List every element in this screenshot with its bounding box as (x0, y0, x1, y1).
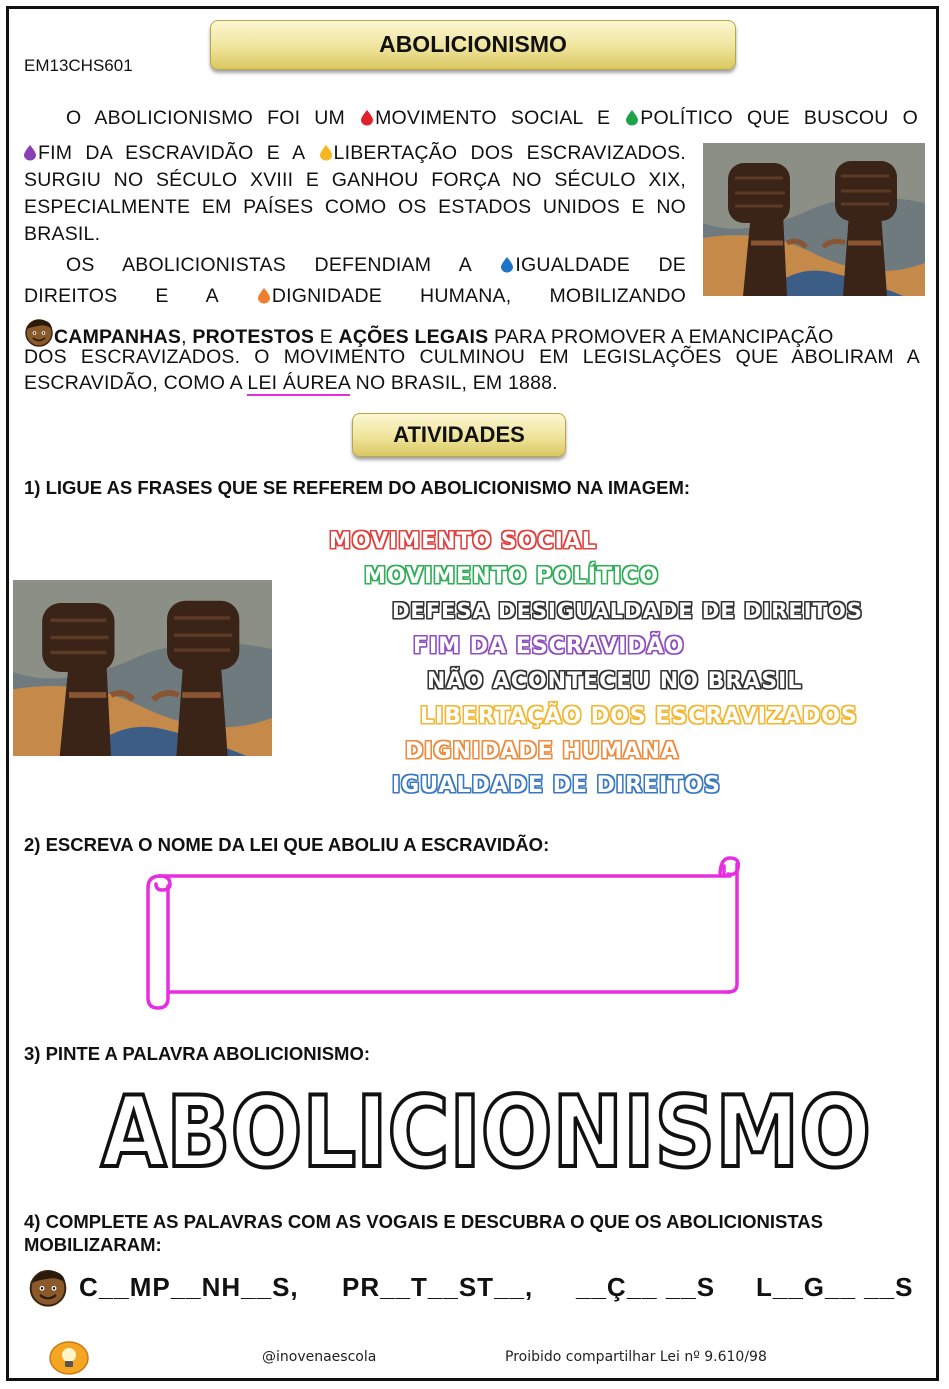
paragraph1-line5: BRASIL. (24, 223, 101, 245)
smiley-icon (28, 1267, 68, 1307)
bold-term: AÇÕES LEGAIS (338, 326, 489, 348)
question4-line2: MOBILIZARAM: (24, 1234, 162, 1255)
drop-icon (24, 145, 36, 160)
paragraph2-line5 (24, 370, 558, 397)
curriculum-code: EM13CHS601 (24, 56, 133, 75)
phrase-igualdade-de-direitos[interactable]: IGUALDADE DE DIREITOS (392, 773, 721, 798)
question2-prompt: 2) ESCREVA O NOME DA LEI QUE ABOLIU A ESCRAVIDÃO: (24, 834, 550, 855)
drop-icon (320, 145, 332, 160)
outlined-word-abolicionismo[interactable] (96, 1076, 876, 1190)
phrase-dignidade-humana[interactable]: DIGNIDADE HUMANA (405, 739, 679, 764)
drop-icon (501, 257, 513, 272)
activities-heading: ATIVIDADES (352, 413, 566, 457)
text-span: O ABOLICIONISMO FOI UM (66, 107, 345, 129)
phrase-movimento-politico[interactable]: MOVIMENTO POLÍTICO (364, 564, 659, 589)
footer-handle: @inovenaescola (262, 1349, 377, 1365)
text-span: DIGNIDADE HUMANA, MOBILIZANDO (271, 285, 686, 307)
text-span: ESCRAVIDÃO, COMO A (24, 372, 242, 394)
text-span: DIREITOS E A (24, 285, 218, 307)
paragraph2-line2 (24, 283, 686, 310)
paragraph1-line4: ESPECIALMENTE EM PAÍSES COMO OS ESTADOS UNIDOS E NO (24, 196, 686, 218)
page-title: ABOLICIONISMO (210, 20, 736, 70)
text-span: IGUALDADE DE (515, 254, 686, 276)
phrase-movimento-social[interactable]: MOVIMENTO SOCIAL (329, 529, 597, 554)
text-span: NO BRASIL, EM 1888. (355, 372, 558, 394)
fill-word-campanhas[interactable]: C__MP__NH__S, (79, 1272, 299, 1302)
smiley-icon (24, 317, 54, 347)
paragraph1-line3: SURGIU NO SÉCULO XVIII E GANHOU FORÇA NO SÉCULO XIX, (24, 169, 686, 191)
phrase-libertacao[interactable]: LIBERTAÇÃO DOS ESCRAVIZADOS (420, 704, 858, 729)
text-span: LIBERTAÇÃO DOS ESCRAVIZADOS. (333, 142, 686, 164)
paragraph1-line1 (66, 105, 918, 132)
raised-fists-image (703, 143, 925, 296)
phrase-fim-da-escravidao[interactable]: FIM DA ESCRAVIDÃO (413, 634, 685, 659)
raised-fists-image (13, 580, 272, 756)
text-span: PARA PROMOVER A EMANCIPAÇÃO (493, 326, 834, 348)
phrase-nao-aconteceu[interactable]: NÃO ACONTECEU NO BRASIL (427, 669, 803, 694)
outlined-word-text: ABOLICIONISMO (101, 1076, 871, 1190)
logo-icon (49, 1341, 89, 1375)
law-answer-field[interactable] (175, 885, 715, 981)
paragraph2-line4: DOS ESCRAVIZADOS. O MOVIMENTO CULMINOU EM LEGISLAÇÕES QUE ABOLIRAM A (24, 346, 920, 368)
bold-term: CAMPANHAS (54, 326, 182, 348)
drop-icon (258, 288, 270, 303)
question1-prompt: 1) LIGUE AS FRASES QUE SE REFEREM DO ABOLICIONISMO NA IMAGEM: (24, 477, 691, 498)
paragraph1-line2 (24, 140, 686, 167)
footer-copyright-notice: Proibido compartilhar Lei nº 9.610/98 (505, 1349, 767, 1365)
text-span: , (181, 326, 187, 348)
text-span: POLÍTICO QUE BUSCOU O (640, 107, 918, 129)
question3-prompt: 3) PINTE A PALAVRA ABOLICIONISMO: (24, 1043, 371, 1064)
drop-icon (626, 110, 638, 125)
text-span: MOVIMENTO SOCIAL E (375, 107, 611, 129)
phrase-defesa-desigualdade[interactable]: DEFESA DESIGUALDADE DE DIREITOS (392, 599, 863, 623)
fill-word-protestos[interactable]: PR__T__ST__, (342, 1272, 534, 1302)
bold-term: PROTESTOS (192, 326, 315, 348)
text-span: FIM DA ESCRAVIDÃO E A (38, 142, 305, 164)
question4-prompt (24, 1210, 823, 1256)
text-span: E (319, 326, 333, 348)
lei-aurea-highlight: LEI ÁUREA (247, 372, 351, 394)
drop-icon (361, 110, 373, 125)
fill-word-acoes[interactable]: __Ç__ __S (576, 1272, 716, 1302)
paragraph2-line1 (66, 252, 686, 279)
fill-word-legais[interactable]: L__G__ __S (756, 1272, 914, 1302)
text-span: OS ABOLICIONISTAS DEFENDIAM A (66, 254, 471, 276)
question4-line1: 4) COMPLETE AS PALAVRAS COM AS VOGAIS E DESCUBRA O QUE OS ABOLICIONISTAS (24, 1211, 823, 1232)
